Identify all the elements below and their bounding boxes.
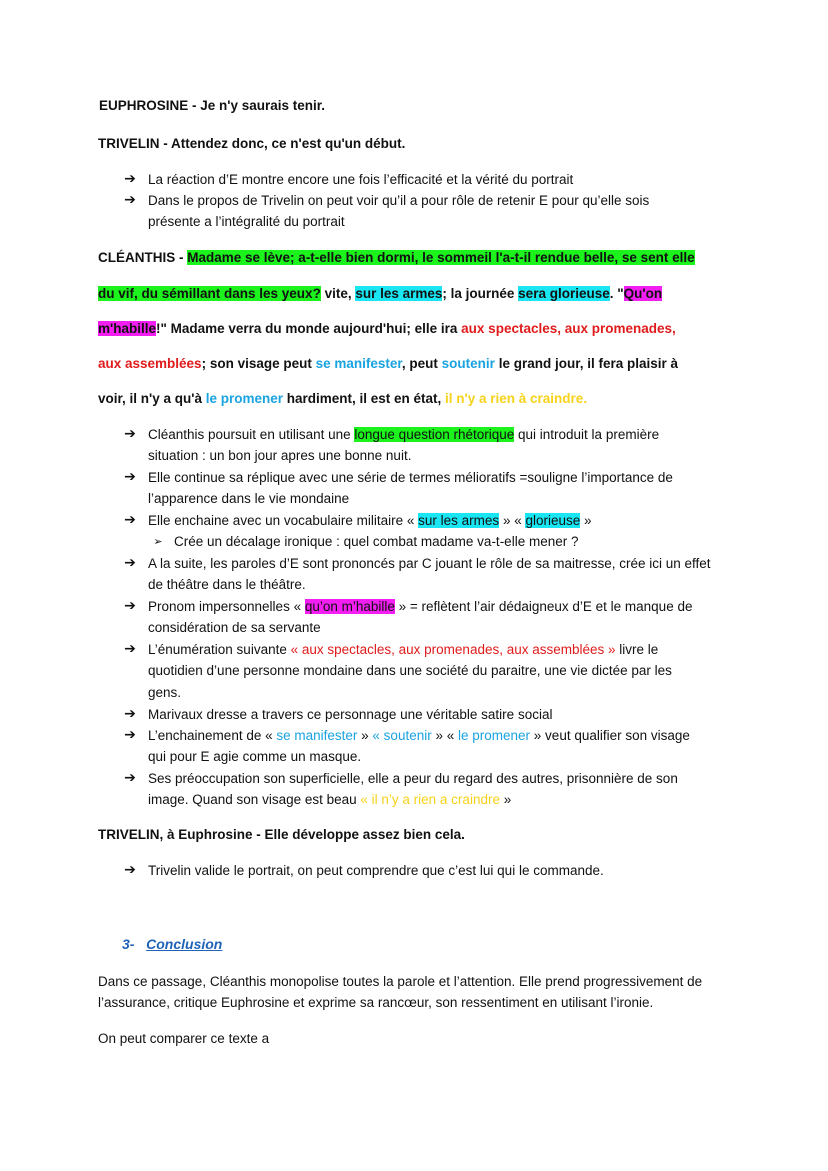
paragraph-line: Dans ce passage, Cléanthis monopolise toutes la parole et l’attention. Elle prend progressivement de bbox=[98, 974, 703, 989]
paragraph-line: l’assurance, critique Euphrosine et exprime sa rancœur, son ressentiment en utilisant l’ironie. bbox=[98, 995, 654, 1010]
yellow-text: « il n’y a rien a craindre bbox=[360, 792, 500, 807]
text-span: Cléanthis poursuit en utilisant une bbox=[148, 427, 355, 442]
text-span: ; la journée bbox=[442, 286, 519, 301]
red-text: aux assemblées bbox=[98, 356, 202, 371]
note-line: l’apparence dans le vie mondaine bbox=[148, 491, 350, 506]
note-line: présente a l’intégralité du portrait bbox=[148, 214, 345, 229]
blue-text: soutenir bbox=[441, 356, 495, 371]
arrow-bullet-icon: ➔ bbox=[124, 770, 136, 786]
arrow-bullet-icon: ➔ bbox=[124, 706, 136, 722]
paragraph-line: On peut comparer ce texte a bbox=[98, 1031, 270, 1046]
text-span: » bbox=[357, 728, 373, 743]
text-span: vite, bbox=[320, 286, 356, 301]
text-span: ; son visage peut bbox=[201, 356, 316, 371]
highlight-cyan: sur les armes bbox=[418, 513, 500, 528]
text-span: » bbox=[580, 513, 592, 528]
text-span: » = reflètent l’air dédaigneux d’E et le manque de bbox=[394, 599, 693, 614]
section-title: Conclusion bbox=[146, 936, 223, 952]
note-line bbox=[148, 726, 690, 745]
speaker-label: CLÉANTHIS - bbox=[98, 250, 188, 265]
note-line bbox=[148, 511, 592, 530]
highlight-magenta: m'habille bbox=[98, 321, 156, 336]
text-span: Pronom impersonnelles « bbox=[148, 599, 305, 614]
note-line: qui pour E agie comme un masque. bbox=[148, 749, 362, 764]
sub-arrow-bullet-icon: ➢ bbox=[153, 535, 163, 548]
text-span: voir, il n'y a qu'à bbox=[98, 391, 206, 406]
note-line: La réaction d’E montre encore une fois l’efficacité et la vérité du portrait bbox=[148, 172, 574, 187]
red-text: aux spectacles, aux promenades, bbox=[461, 321, 676, 336]
arrow-bullet-icon: ➔ bbox=[124, 727, 136, 743]
blue-text: le promener bbox=[458, 728, 531, 743]
note-line: quotidien d’une personne mondaine dans une société du paraitre, une vie dictée par les bbox=[148, 663, 672, 678]
note-line: Dans le propos de Trivelin on peut voir qu’il a pour rôle de retenir E pour qu’elle sois bbox=[148, 193, 650, 208]
text-span: Elle enchaine avec un vocabulaire militaire « bbox=[148, 513, 419, 528]
highlight-cyan: sera glorieuse bbox=[518, 286, 610, 301]
highlight-green: Madame se lève; a-t-elle bien dormi, le sommeil l'a-t-il rendue belle, se sent elle bbox=[187, 250, 695, 265]
arrow-bullet-icon: ➔ bbox=[124, 192, 136, 208]
note-line: Elle continue sa réplique avec une série de termes mélioratifs =souligne l’importance de bbox=[148, 470, 673, 485]
text-span: hardiment, il est en état, bbox=[283, 391, 446, 406]
highlight-green: du vif, du sémillant dans les yeux? bbox=[98, 286, 321, 301]
cleanthis-line-2 bbox=[98, 284, 662, 303]
section-heading bbox=[122, 935, 222, 954]
text-span: L’enchainement de « bbox=[148, 728, 277, 743]
arrow-bullet-icon: ➔ bbox=[124, 426, 136, 442]
text-span: qui introduit la première bbox=[514, 427, 660, 442]
text-span: » veut qualifier son visage bbox=[530, 728, 690, 743]
blue-text: « soutenir bbox=[372, 728, 432, 743]
trivelin-line: TRIVELIN - Attendez donc, ce n'est qu'un début. bbox=[98, 136, 406, 151]
arrow-bullet-icon: ➔ bbox=[124, 512, 136, 528]
blue-text: le promener bbox=[205, 391, 283, 406]
cleanthis-line-5 bbox=[98, 389, 587, 408]
arrow-bullet-icon: ➔ bbox=[124, 598, 136, 614]
highlight-magenta: Qu'on bbox=[623, 286, 663, 301]
arrow-bullet-icon: ➔ bbox=[124, 469, 136, 485]
text-span: » « bbox=[431, 728, 458, 743]
note-line: Trivelin valide le portrait, on peut comprendre que c’est lui qui le commande. bbox=[148, 863, 604, 878]
highlight-magenta: qu’on m’habille bbox=[304, 599, 395, 614]
note-line bbox=[148, 640, 658, 659]
text-span: le grand jour, il fera plaisir à bbox=[494, 356, 678, 371]
text-span: livre le bbox=[615, 642, 659, 657]
note-line bbox=[148, 425, 659, 444]
highlight-green: longue question rhétorique bbox=[354, 427, 515, 442]
yellow-text: il n'y a rien à craindre. bbox=[445, 391, 588, 406]
euphrosine-line: EUPHROSINE - Je n'y saurais tenir. bbox=[99, 98, 326, 113]
blue-text: se manifester bbox=[276, 728, 358, 743]
note-line: Crée un décalage ironique : quel combat madame va-t-elle mener ? bbox=[174, 534, 579, 549]
arrow-bullet-icon: ➔ bbox=[124, 862, 136, 878]
highlight-cyan: glorieuse bbox=[525, 513, 581, 528]
arrow-bullet-icon: ➔ bbox=[124, 641, 136, 657]
arrow-bullet-icon: ➔ bbox=[124, 171, 136, 187]
note-line: Ses préoccupation son superficielle, elle a peur du regard des autres, prisonnière de son bbox=[148, 771, 678, 786]
arrow-bullet-icon: ➔ bbox=[124, 555, 136, 571]
cleanthis-line-4 bbox=[98, 354, 678, 373]
text-span: . " bbox=[609, 286, 624, 301]
text-span: image. Quand son visage est beau bbox=[148, 792, 361, 807]
section-number: 3- bbox=[122, 936, 135, 952]
cleanthis-line-3 bbox=[98, 319, 676, 338]
text-span: , peut bbox=[401, 356, 442, 371]
note-line: A la suite, les paroles d’E sont prononcés par C jouant le rôle de sa maitresse, crée ici un effet bbox=[148, 556, 711, 571]
note-line: considération de sa servante bbox=[148, 620, 321, 635]
cleanthis-line-1 bbox=[98, 248, 695, 267]
note-line: gens. bbox=[148, 685, 182, 700]
note-line bbox=[148, 597, 692, 616]
text-span: » « bbox=[499, 513, 526, 528]
note-line: situation : un bon jour apres une bonne nuit. bbox=[148, 448, 412, 463]
note-line: de théâtre dans le théâtre. bbox=[148, 577, 306, 592]
text-span: L’énumération suivante bbox=[148, 642, 291, 657]
trivelin-line: TRIVELIN, à Euphrosine - Elle développe assez bien cela. bbox=[98, 827, 465, 842]
text-span: » bbox=[499, 792, 512, 807]
red-text: « aux spectacles, aux promenades, aux assemblées » bbox=[290, 642, 616, 657]
highlight-cyan: sur les armes bbox=[355, 286, 443, 301]
note-line: Marivaux dresse a travers ce personnage une véritable satire social bbox=[148, 707, 553, 722]
blue-text: se manifester bbox=[315, 356, 402, 371]
text-span: !" Madame verra du monde aujourd'hui; elle ira bbox=[155, 321, 462, 336]
note-line bbox=[148, 790, 511, 809]
